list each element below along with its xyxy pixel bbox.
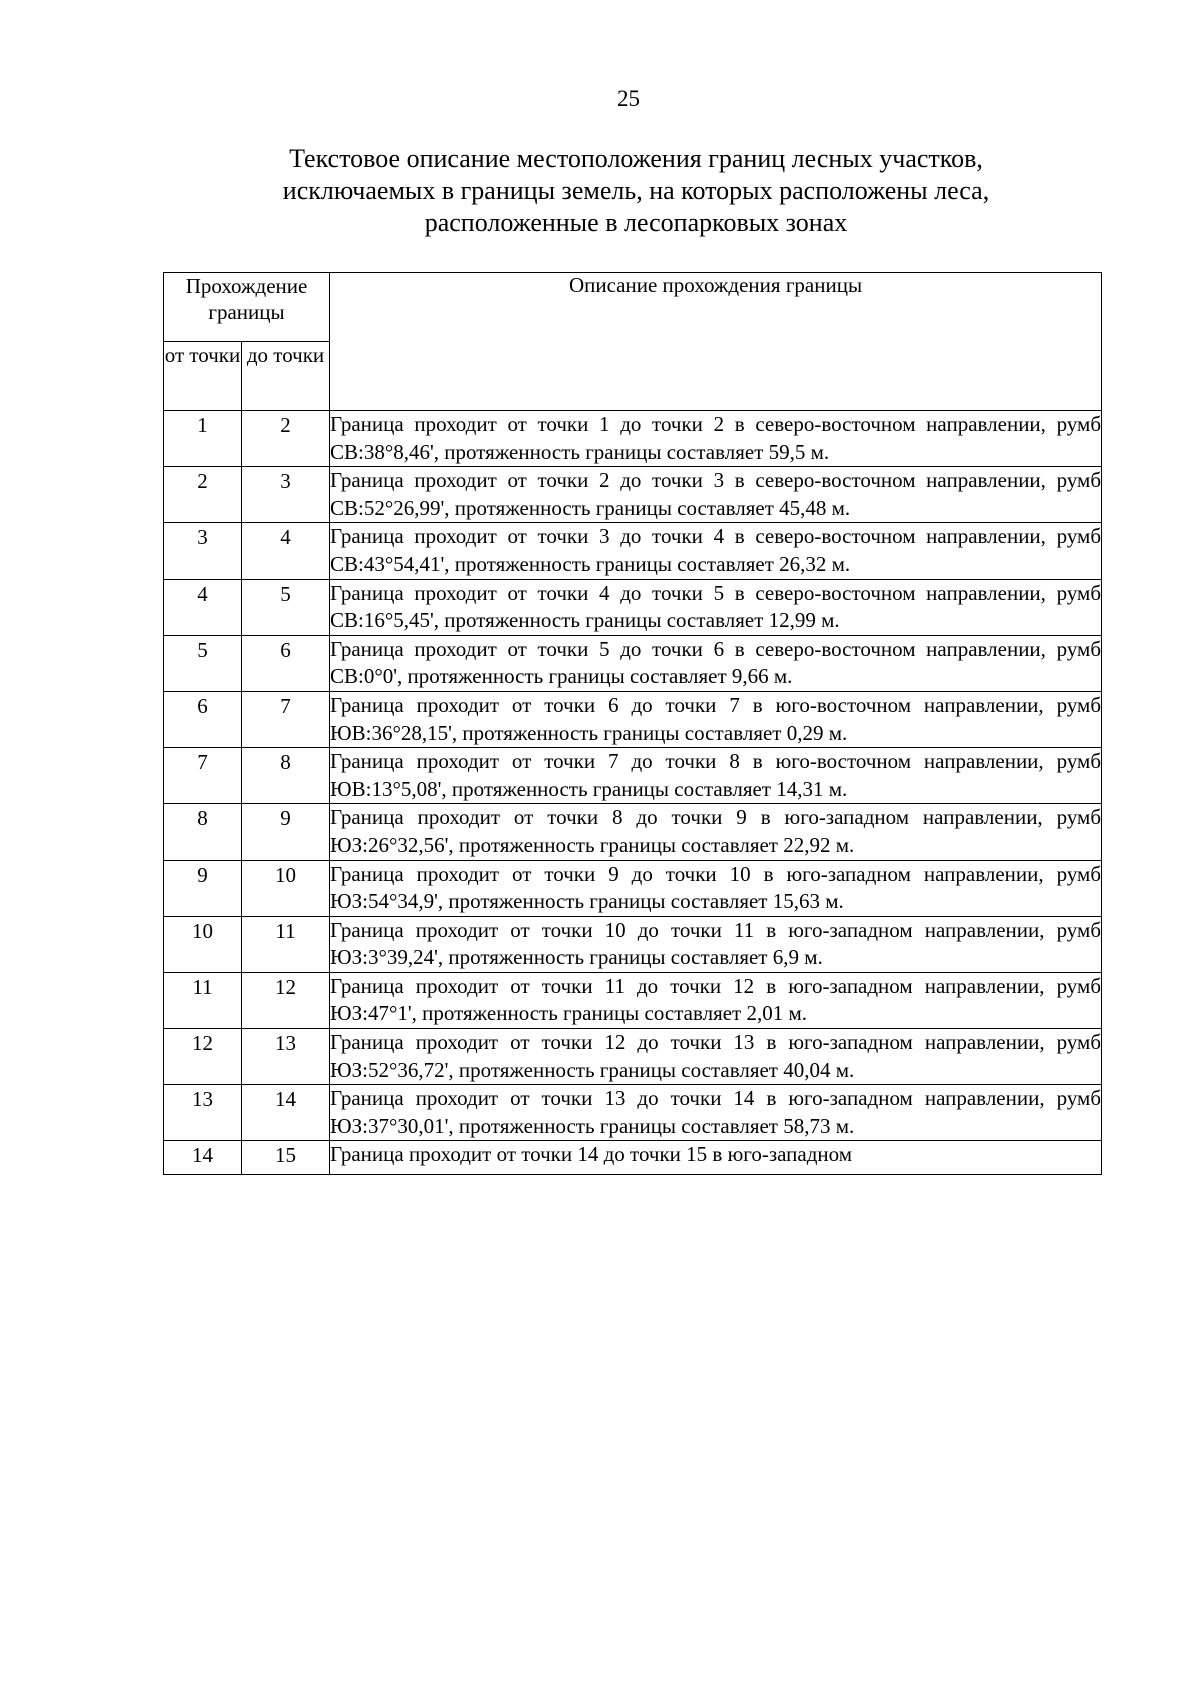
cell-description	[330, 916, 1102, 972]
header-description: Описание прохождения границы	[330, 273, 1102, 411]
cell-description	[330, 972, 1102, 1028]
table-row	[164, 804, 1102, 860]
cell-description	[330, 467, 1102, 523]
table-row	[164, 635, 1102, 691]
cell-description	[330, 579, 1102, 635]
cell-from-point: 4	[164, 579, 242, 635]
description-text: Граница проходит от точки 4 до точки 5 в северо-восточном направлении, румб СВ:16°5,45', протяженность границы составляет 12,99 м.	[330, 580, 1102, 633]
description-text: Граница проходит от точки 11 до точки 12 в юго-западном направлении, румб ЮЗ:47°1', протяженность границы составляет 2,01 м.	[330, 973, 1102, 1026]
table-body	[164, 411, 1102, 1175]
cell-to-point: 8	[242, 748, 330, 804]
cell-description	[330, 411, 1102, 467]
cell-from-point: 12	[164, 1029, 242, 1085]
description-text: Граница проходит от точки 13 до точки 14 в юго-западном направлении, румб ЮЗ:37°30,01', протяженность границы составляет 58,73 м.	[330, 1086, 1102, 1138]
cell-description	[330, 1141, 1102, 1175]
cell-description	[330, 860, 1102, 916]
description-text: Граница проходит от точки 7 до точки 8 в юго-восточном направлении, румб ЮВ:13°5,08', протяженность границы составляет 14,31 м.	[330, 749, 1102, 801]
description-text: Граница проходит от точки 1 до точки 2 в северо-восточном направлении, румб СВ:38°8,46', протяженность границы составляет 59,5 м.	[330, 412, 1102, 464]
cell-to-point: 10	[242, 860, 330, 916]
description-text: Граница проходит от точки 9 до точки 10 в юго-западном направлении, румб ЮЗ:54°34,9', протяженность границы составляет 15,63 м.	[330, 861, 1102, 914]
cell-to-point: 11	[242, 916, 330, 972]
cell-from-point: 10	[164, 916, 242, 972]
table-row	[164, 467, 1102, 523]
description-text: Граница проходит от точки 3 до точки 4 в северо-восточном направлении, румб СВ:43°54,41', протяженность границы составляет 26,32 м.	[330, 524, 1102, 576]
cell-to-point: 7	[242, 691, 330, 747]
cell-description	[330, 691, 1102, 747]
cell-from-point: 7	[164, 748, 242, 804]
table-row	[164, 972, 1102, 1028]
table-row	[164, 523, 1102, 579]
table-row	[164, 1141, 1102, 1175]
document-title	[150, 143, 1122, 239]
cell-from-point: 1	[164, 411, 242, 467]
header-to-point: до точки	[242, 342, 330, 411]
cell-to-point: 5	[242, 579, 330, 635]
header-boundary-passage: Прохождение границы	[164, 273, 330, 342]
cell-to-point: 2	[242, 411, 330, 467]
cell-description	[330, 1029, 1102, 1085]
cell-from-point: 13	[164, 1085, 242, 1141]
cell-description	[330, 748, 1102, 804]
description-text: Граница проходит от точки 8 до точки 9 в юго-западном направлении, румб ЮЗ:26°32,56', протяженность границы составляет 22,92 м.	[330, 805, 1102, 857]
table-row	[164, 1085, 1102, 1141]
description-text: Граница проходит от точки 2 до точки 3 в северо-восточном направлении, румб СВ:52°26,99', протяженность границы составляет 45,48 м.	[330, 468, 1102, 520]
cell-from-point: 3	[164, 523, 242, 579]
cell-description	[330, 635, 1102, 691]
cell-from-point: 9	[164, 860, 242, 916]
cell-description	[330, 1085, 1102, 1141]
header-from-point: от точки	[164, 342, 242, 411]
table-row	[164, 411, 1102, 467]
table-row	[164, 748, 1102, 804]
table-row	[164, 916, 1102, 972]
table-row	[164, 691, 1102, 747]
table-row	[164, 1029, 1102, 1085]
table-row	[164, 860, 1102, 916]
cell-from-point: 2	[164, 467, 242, 523]
cell-description	[330, 523, 1102, 579]
title-line-1: Текстовое описание местоположения границ лесных участков,	[289, 144, 983, 173]
boundary-table	[163, 272, 1102, 1175]
description-text: Граница проходит от точки 6 до точки 7 в юго-восточном направлении, румб ЮВ:36°28,15', протяженность границы составляет 0,29 м.	[330, 692, 1102, 745]
cell-to-point: 13	[242, 1029, 330, 1085]
cell-from-point: 5	[164, 635, 242, 691]
cell-to-point: 6	[242, 635, 330, 691]
cell-description	[330, 804, 1102, 860]
description-text: Граница проходит от точки 14 до точки 15 в юго-западном	[330, 1142, 853, 1167]
table-header-row	[164, 273, 1102, 342]
page-number: 25	[617, 86, 640, 111]
description-text: Граница проходит от точки 10 до точки 11 в юго-западном направлении, румб ЮЗ:3°39,24', протяженность границы составляет 6,9 м.	[330, 917, 1102, 970]
cell-from-point: 14	[164, 1141, 242, 1175]
cell-from-point: 6	[164, 691, 242, 747]
cell-to-point: 12	[242, 972, 330, 1028]
cell-to-point: 9	[242, 804, 330, 860]
cell-to-point: 15	[242, 1141, 330, 1175]
cell-to-point: 4	[242, 523, 330, 579]
table-row	[164, 579, 1102, 635]
cell-from-point: 8	[164, 804, 242, 860]
description-text: Граница проходит от точки 5 до точки 6 в северо-восточном направлении, румб СВ:0°0', протяженность границы составляет 9,66 м.	[330, 636, 1102, 689]
cell-from-point: 11	[164, 972, 242, 1028]
title-line-3: расположенные в лесопарковых зонах	[424, 208, 848, 237]
description-text: Граница проходит от точки 12 до точки 13 в юго-западном направлении, румб ЮЗ:52°36,72', протяженность границы составляет 40,04 м.	[330, 1030, 1102, 1082]
cell-to-point: 14	[242, 1085, 330, 1141]
title-line-2: исключаемых в границы земель, на которых расположены леса,	[282, 176, 990, 205]
cell-to-point: 3	[242, 467, 330, 523]
